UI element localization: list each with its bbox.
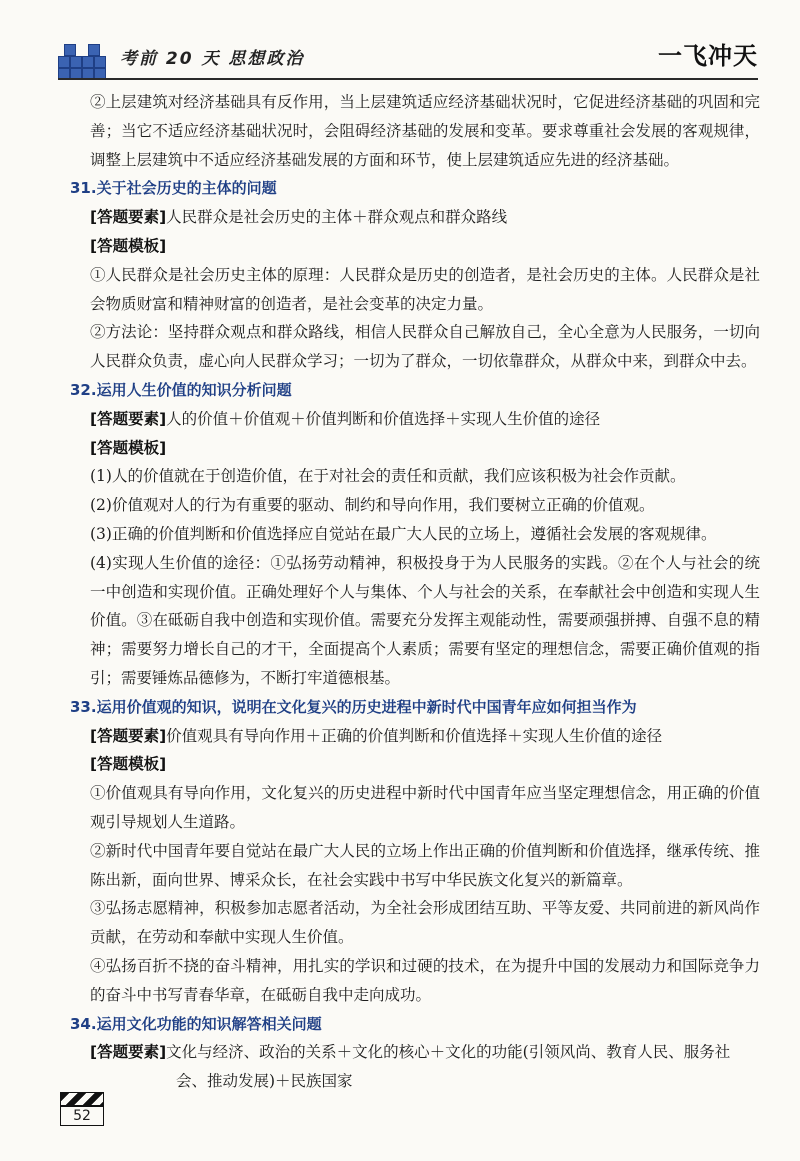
list-item: (2)价值观对人的行为有重要的驱动、制约和导向作用，我们要树立正确的价值观。: [90, 496, 655, 515]
section-heading-33: 33.运用价值观的知识，说明在文化复兴的历史进程中新时代中国青年应如何担当作为: [70, 697, 637, 716]
header-rule: [58, 78, 758, 80]
answer-template-label-31: [答题模板]: [90, 236, 167, 255]
page-footer: [60, 1092, 104, 1126]
list-item: ②方法论：坚持群众观点和群众路线，相信人民群众自己解放自己，全心全意为人民服务，一切向人民群众负责，虚心向人民群众学习；一切为了群众，一切依靠群众，从群众中来，到群众中去。: [90, 323, 760, 371]
answer-elements-34-cont: 会、推动发展)＋民族国家: [176, 1072, 353, 1091]
answer-elements-33: [答题要素]价值观具有导向作用＋正确的价值判断和价值选择＋实现人生价值的途径: [90, 726, 663, 745]
paragraph-superstructure: ②上层建筑对经济基础具有反作用，当上层建筑适应经济基础状况时，它促进经济基础的巩固和完善；当它不适应经济基础状况时，会阻碍经济基础的发展和变革。要求尊重社会发展的客观规律，调整上层建筑中不适应经济基础发展的方面和环节，使上层建筑适应先进的经济基础。: [90, 93, 760, 169]
list-item: ①价值观具有导向作用，文化复兴的历史进程中新时代中国青年应当坚定理想信念，用正确的价值观引导规划人生道路。: [90, 784, 760, 831]
answer-elements-34: [答题要素]文化与经济、政治的关系＋文化的核心＋文化的功能(引领风尚、教育人民、服务社: [90, 1043, 731, 1062]
list-item: (1)人的价值就在于创造价值，在于对社会的责任和贡献，我们应该积极为社会作贡献。: [90, 467, 686, 486]
list-item: ③弘扬志愿精神，积极参加志愿者活动，为全社会形成团结互助、平等友爱、共同前进的新风尚作贡献，在劳动和奉献中实现人生价值。: [90, 899, 760, 947]
logo-blocks-icon: [58, 38, 116, 78]
page-number: 52: [60, 1106, 104, 1126]
list-item: ④弘扬百折不挠的奋斗精神，用扎实的学识和过硬的技术，在为提升中国的发展动力和国际竞争力的奋斗中书写青春华章，在砥砺自我中走向成功。: [90, 956, 760, 1004]
barrier-icon: [60, 1092, 104, 1106]
answer-template-label-33: [答题模板]: [90, 755, 167, 774]
page-header: [58, 34, 758, 82]
section-heading-32: 32.运用人生价值的知识分析问题: [70, 380, 292, 399]
list-item: ①人民群众是社会历史主体的原理：人民群众是历史的创造者，是社会历史的主体。人民群众是社会物质财富和精神财富的创造者，是社会变革的决定力量。: [90, 265, 760, 313]
answer-elements-31: [答题要素]人民群众是社会历史的主体＋群众观点和群众路线: [90, 208, 508, 227]
page-content: [70, 88, 760, 1096]
header-title: 考前 20 天 思想政治: [120, 49, 305, 69]
brand-logo: 一飞冲天: [658, 42, 758, 70]
list-item: (4)实现人生价值的途径：①弘扬劳动精神，积极投身于为人民服务的实践。②在个人与社会的统一中创造和实现价值。正确处理好个人与集体、个人与社会的关系，在奉献社会中创造和实现人生价值。③在砥砺自我中创造和实现价值。需要充分发挥主观能动性，需要顽强拼搏、自强不息的精神；需要努力增长自己的才干，全面提高个人素质；需要有坚定的理想信念，需要正确价值观的指引；需要锤炼品德修为，不断打牢道德根基。: [90, 553, 760, 687]
section-heading-31: 31.关于社会历史的主体的问题: [70, 179, 277, 198]
list-item: (3)正确的价值判断和价值选择应自觉站在最广大人民的立场上，遵循社会发展的客观规律。: [90, 524, 717, 543]
answer-elements-32: [答题要素]人的价值＋价值观＋价值判断和价值选择＋实现人生价值的途径: [90, 409, 601, 428]
list-item: ②新时代中国青年要自觉站在最广大人民的立场上作出正确的价值判断和价值选择，继承传统、推陈出新，面向世界、博采众长，在社会实践中书写中华民族文化复兴的新篇章。: [90, 841, 760, 889]
answer-template-label-32: [答题模板]: [90, 438, 167, 457]
section-heading-34: 34.运用文化功能的知识解答相关问题: [70, 1014, 322, 1033]
